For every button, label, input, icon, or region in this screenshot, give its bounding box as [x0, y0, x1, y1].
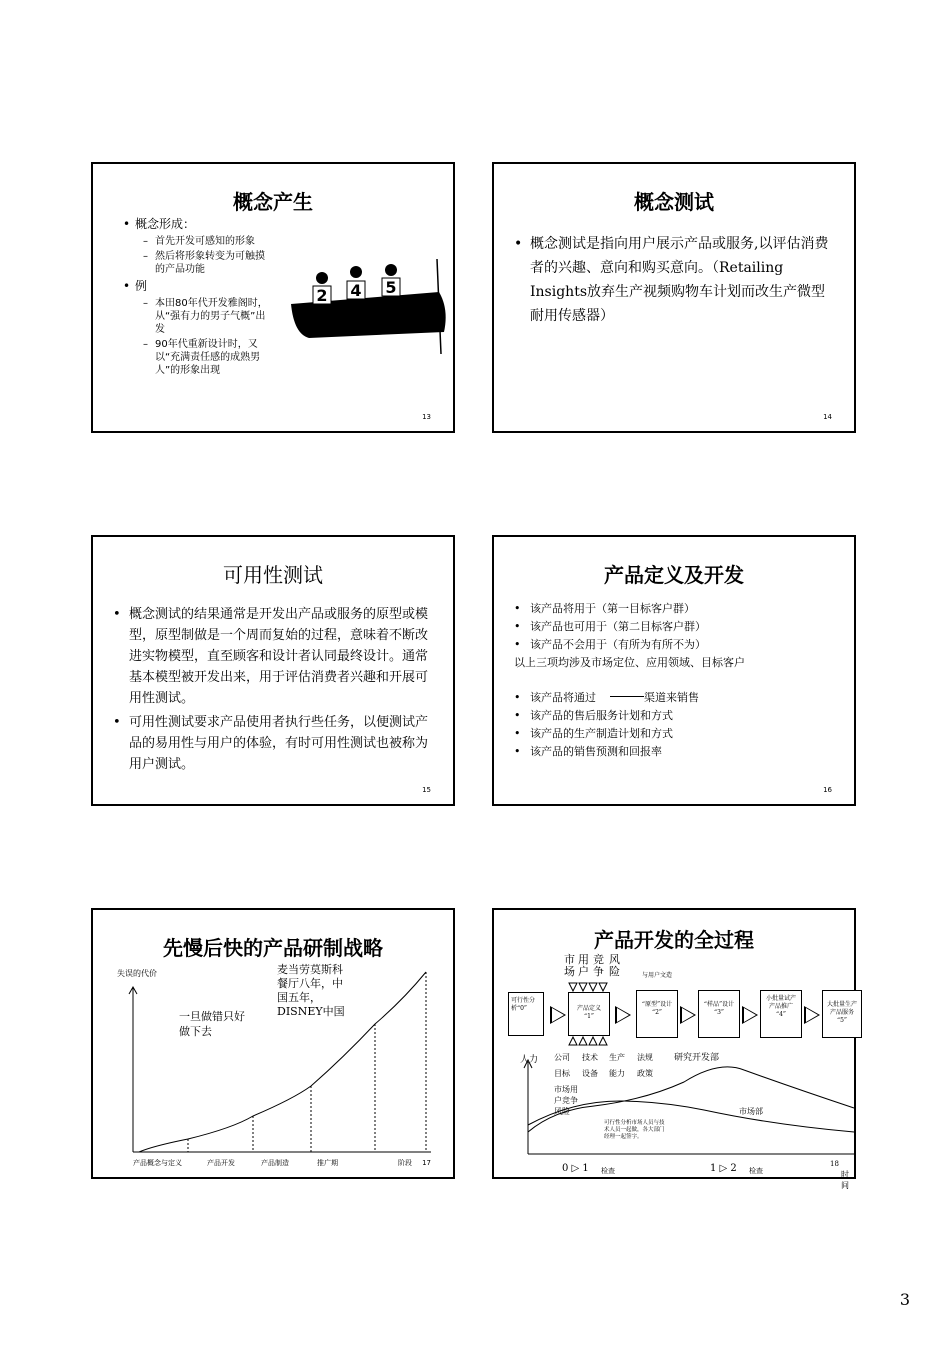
slide-number: 15 — [422, 786, 431, 794]
checkpoint: 1 ▷ 2 — [710, 1163, 737, 1174]
bullet: • 该产品将用于（第一目标客户群） — [514, 600, 844, 618]
note: 可行性分析市场人员与技术人员一起做，各大部门经理一起签字。 — [604, 1120, 665, 1140]
slide-title: 概念测试 — [634, 190, 714, 214]
manpower-chart — [494, 910, 854, 1177]
header-word: 市场 — [564, 953, 575, 978]
x-tick-label: 推广期 — [317, 1159, 338, 1167]
annotation: 麦当劳莫斯科餐厅八年，中国五年，DISNEY中国 — [277, 963, 345, 1018]
slide-title: 可用性测试 — [223, 563, 323, 587]
bullet: • 可用性测试要求产品使用者执行些任务，以便测试产品的易用性与用户的体验，有时可用性测试也被称为用户测试。 — [113, 712, 431, 775]
sub-bullet: – 90年代重新设计时，又以“充满责任感的成熟男人”的形象出现 — [143, 338, 273, 377]
factor-label: 技术 — [582, 1053, 598, 1062]
stage-code: “2” — [652, 1009, 662, 1016]
slide-body — [113, 604, 431, 775]
score-card — [313, 286, 331, 305]
header-word: 竞争 — [593, 953, 604, 978]
stage-label: 产品推广 — [768, 1003, 793, 1010]
bullet-text: 渠道来销售 — [644, 691, 699, 704]
slide-body — [514, 232, 836, 328]
stage-label: 产品定义 — [576, 1005, 601, 1012]
sub-bullet: – 首先开发可感知的形象 — [143, 235, 273, 248]
header-word: 用户 — [578, 953, 589, 978]
stage-label: 大批量生产 — [826, 1001, 857, 1008]
curve-label: 市场用户竞争风险 — [554, 1085, 578, 1116]
curve-label: 研究开发部 — [674, 1053, 720, 1063]
checkpoint-label: 检查 — [749, 1167, 763, 1175]
sub-bullet: – 本田80年代开发雅阁时，从“强有力的男子气概”出发 — [143, 297, 273, 336]
slide-number: 13 — [422, 413, 431, 421]
sub-bullet: – 然后将形象转变为可触摸的产品功能 — [143, 250, 273, 276]
bullet: • 概念测试是指向用户展示产品或服务,以评估消费者的兴趣、意向和购买意向。（Retailing Insights放弃生产视频购物车计划而改生产微型耐用传感器） — [514, 232, 836, 328]
slide-title: 产品定义及开发 — [604, 563, 744, 587]
doc-label: 与用户文造 — [642, 972, 673, 979]
slide-15 — [91, 535, 455, 806]
marketing-curve — [528, 1101, 854, 1132]
bullet: • 该产品的售后服务计划和方式 — [514, 707, 844, 725]
score-card — [347, 281, 365, 300]
cost-curve — [139, 972, 426, 1152]
annotation: 一旦做错只好做下去 — [179, 1010, 245, 1038]
bullet: • 该产品的销售预测和回报率 — [514, 743, 844, 761]
bullet: • 概念形成： — [123, 217, 273, 232]
stage-label: “样品”设计 — [703, 1001, 735, 1008]
y-axis-label: 失误的代价 — [117, 969, 157, 978]
bullet — [514, 689, 844, 707]
stage-code: “3” — [714, 1009, 724, 1016]
factor-label: 政策 — [637, 1069, 653, 1078]
slide-body — [123, 217, 273, 377]
score-value: 5 — [385, 278, 397, 297]
x-tick-label: 产品概念与定义 — [133, 1159, 182, 1167]
slide-title: 产品开发的全过程 — [594, 928, 754, 952]
slide-number: 17 — [422, 1159, 431, 1167]
stage-box-0: 可行性分析“0” — [508, 992, 544, 1036]
factor-label: 公司 — [554, 1053, 570, 1062]
slide-number: 16 — [823, 786, 832, 794]
bullet: • 概念测试的结果通常是开发出产品或服务的原型或模型，原型制做是一个周而复始的过程，意味着不断改进实物模型，直至顾客和设计者认同最终设计。通常基本模型被开发出来，用于评估消费者兴趣和开展可用性测试。 — [113, 604, 431, 709]
curve-label: 市场部 — [739, 1107, 763, 1116]
factor-label: 能力 — [609, 1069, 625, 1078]
x-axis-label: 阶段 — [398, 1159, 412, 1167]
stage-label: “原型”设计 — [641, 1001, 673, 1008]
slide-16 — [492, 535, 856, 806]
judges-clipart — [289, 254, 449, 354]
score-value: 2 — [316, 286, 328, 305]
cost-chart — [93, 910, 453, 1177]
slide-number: 18 — [830, 1160, 839, 1168]
bullet: • 该产品也可用于（第二目标客户群） — [514, 618, 844, 636]
stage-label: 小批量试产 — [765, 995, 796, 1002]
slide-number: 14 — [823, 413, 832, 421]
x-axis-label: 时间 — [841, 1170, 849, 1190]
stage-label: 产品服务 — [829, 1009, 854, 1016]
bullet: • 该产品的生产制造计划和方式 — [514, 725, 844, 743]
summary-line: 以上三项均涉及市场定位、应用领域、目标客户 — [514, 656, 745, 669]
slide-13 — [91, 162, 455, 433]
score-value: 4 — [350, 281, 362, 300]
score-card — [382, 278, 400, 297]
header-word: 风险 — [609, 953, 620, 978]
slide-14 — [492, 162, 856, 433]
factor-label: 目标 — [554, 1069, 570, 1078]
checkpoint-label: 检查 — [601, 1167, 615, 1175]
slide-title: 先慢后快的产品研制战略 — [163, 936, 383, 960]
slide-17 — [91, 908, 455, 1179]
bullet: • 该产品不会用于（有所为有所不为） — [514, 636, 844, 654]
checkpoint: 0 ▷ 1 — [562, 1163, 589, 1174]
page-number: 3 — [899, 1290, 910, 1309]
y-axis-label: 人力 — [520, 1055, 539, 1065]
factor-label: 法规 — [637, 1053, 653, 1062]
bullet: • 例 — [123, 279, 273, 294]
bullet-text: 该产品将通过 — [530, 691, 596, 704]
x-tick-label: 产品制造 — [261, 1159, 289, 1167]
slide-body — [514, 600, 844, 761]
x-tick-label: 产品开发 — [207, 1159, 235, 1167]
factor-label: 生产 — [609, 1053, 625, 1062]
stage-code: “4” — [776, 1011, 786, 1018]
rd-curve — [528, 1067, 854, 1132]
stage-code: “5” — [837, 1017, 847, 1024]
slide-18 — [492, 908, 857, 1190]
blank-line — [610, 696, 644, 697]
factor-label: 设备 — [582, 1069, 598, 1078]
stage-code: “1” — [584, 1013, 594, 1020]
slide-title: 概念产生 — [233, 190, 313, 214]
